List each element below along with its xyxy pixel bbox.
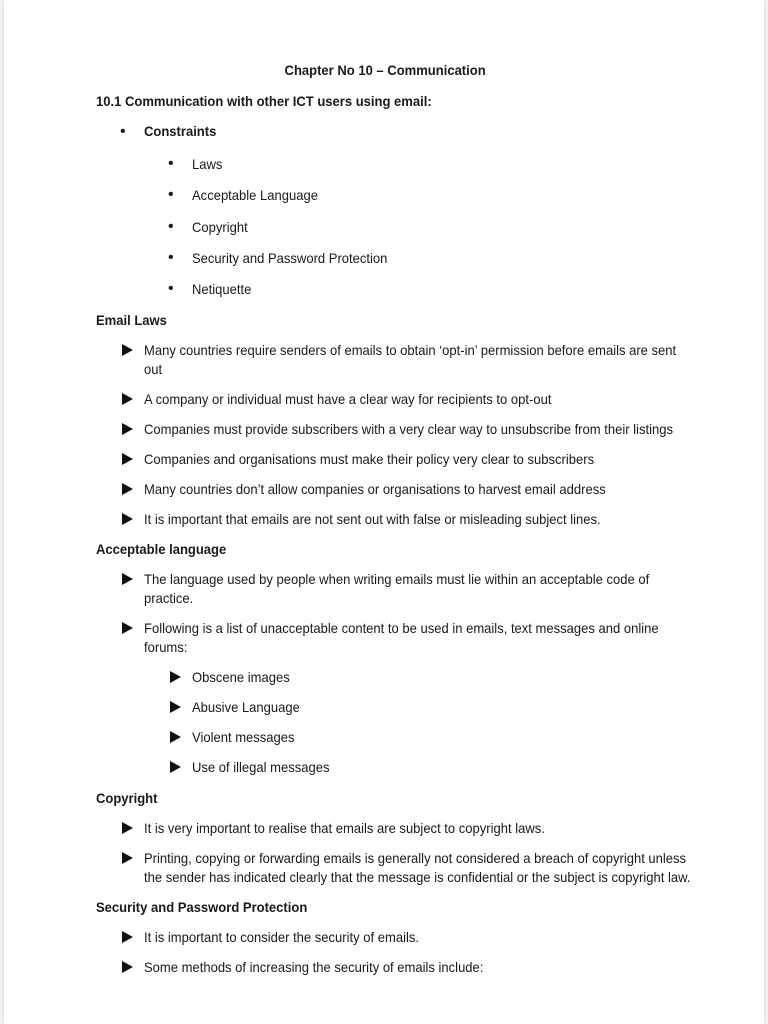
arrow-bullet-icon — [122, 852, 133, 864]
email-law-point: Companies must provide subscribers with a very clear way to unsubscribe from their listings — [144, 421, 673, 437]
email-law-point: Many countries require senders of emails to obtain ‘opt-in’ permission before emails are sent out — [144, 342, 677, 377]
email-law-point: It is important that emails are not sent out with false or misleading subject lines. — [144, 511, 601, 527]
bullet-dot-icon: • — [120, 123, 126, 140]
arrow-bullet-icon — [122, 393, 133, 405]
arrow-bullet-icon — [122, 931, 133, 943]
email-law-point: Many countries don’t allow companies or organisations to harvest email address — [144, 481, 606, 497]
bullet-dot-icon: • — [168, 280, 174, 297]
unacceptable-content-item: Violent messages — [192, 729, 295, 745]
bullet-dot-icon: • — [168, 155, 174, 172]
bullet-dot-icon: • — [168, 249, 174, 266]
arrow-bullet-icon — [170, 701, 181, 713]
security-point: It is important to consider the security of emails. — [144, 929, 419, 945]
acceptable-language-point: The language used by people when writing emails must lie within an acceptable code of practice. — [144, 571, 650, 606]
security-heading: Security and Password Protection — [96, 899, 308, 915]
copyright-heading: Copyright — [96, 790, 158, 806]
document-page — [4, 0, 764, 1024]
arrow-bullet-icon — [122, 453, 133, 465]
arrow-bullet-icon — [122, 483, 133, 495]
arrow-bullet-icon — [122, 513, 133, 525]
constraint-item: Security and Password Protection — [192, 250, 388, 266]
arrow-bullet-icon — [122, 423, 133, 435]
section-heading: 10.1 Communication with other ICT users using email: — [96, 93, 432, 109]
constraint-item: Acceptable Language — [192, 187, 318, 203]
email-laws-heading: Email Laws — [96, 312, 167, 328]
unacceptable-content-item: Obscene images — [192, 669, 290, 685]
constraints-label: Constraints — [144, 123, 217, 139]
arrow-bullet-icon — [122, 344, 133, 356]
arrow-bullet-icon — [122, 961, 133, 973]
constraint-item: Netiquette — [192, 281, 252, 297]
constraint-item: Copyright — [192, 219, 248, 235]
arrow-bullet-icon — [170, 731, 181, 743]
email-law-point: Companies and organisations must make their policy very clear to subscribers — [144, 451, 595, 467]
copyright-point: It is very important to realise that emails are subject to copyright laws. — [144, 820, 545, 836]
email-law-point: A company or individual must have a clear way for recipients to opt-out — [144, 391, 552, 407]
unacceptable-content-item: Abusive Language — [192, 699, 300, 715]
security-point: Some methods of increasing the security of emails include: — [144, 959, 484, 975]
arrow-bullet-icon — [122, 622, 133, 634]
arrow-bullet-icon — [170, 671, 181, 683]
acceptable-language-point: Following is a list of unacceptable content to be used in emails, text messages and online forums: — [144, 620, 659, 655]
copyright-point: Printing, copying or forwarding emails is generally not considered a breach of copyright unless the sender has indicated clearly that the message is confidential or the subject is copyright law. — [144, 850, 691, 885]
arrow-bullet-icon — [122, 573, 133, 585]
bullet-dot-icon: • — [168, 218, 174, 235]
arrow-bullet-icon — [170, 761, 181, 773]
constraint-item: Laws — [192, 156, 223, 172]
bullet-dot-icon: • — [168, 186, 174, 203]
acceptable-language-heading: Acceptable language — [96, 541, 227, 557]
chapter-title: Chapter No 10 – Communication — [284, 62, 486, 78]
unacceptable-content-item: Use of illegal messages — [192, 759, 330, 775]
arrow-bullet-icon — [122, 822, 133, 834]
